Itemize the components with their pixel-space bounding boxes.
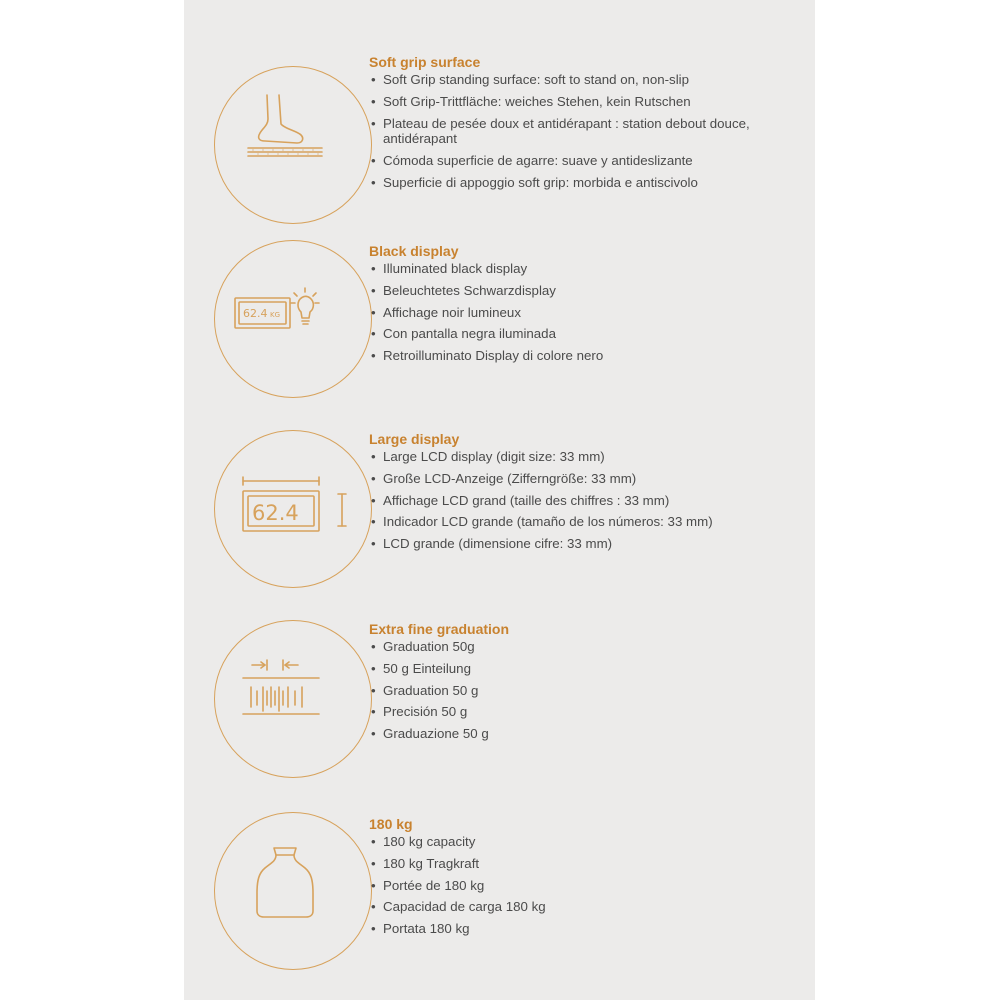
feature-title: Black display [369, 243, 459, 259]
feature-list-item: • Cómoda superficie de agarre: suave y antideslizante [369, 153, 809, 169]
feature-icon-circle [214, 620, 372, 778]
feature-list-item: • Graduation 50g [369, 639, 809, 655]
feature-list-item: • Retroilluminato Display di colore nero [369, 348, 809, 364]
feature-list-item: • Graduazione 50 g [369, 726, 809, 742]
feature-list-item: • Graduation 50 g [369, 683, 809, 699]
illuminated-display-icon [215, 241, 373, 399]
feature-title: 180 kg [369, 816, 413, 832]
feature-icon-circle [214, 430, 372, 588]
feature-list-item: • LCD grande (dimensione cifre: 33 mm) [369, 536, 809, 552]
display-unit: KG [270, 311, 281, 319]
feature-list-item: • Affichage LCD grand (taille des chiffres : 33 mm) [369, 493, 809, 509]
feature-icon-circle [214, 240, 372, 398]
feature-list-item: • Con pantalla negra iluminada [369, 326, 809, 342]
feature-icon-circle [214, 66, 372, 224]
feature-list-item: • Soft Grip-Trittfläche: weiches Stehen, kein Rutschen [369, 94, 809, 110]
feature-list-item: • Große LCD-Anzeige (Ziffe​rngröße: 33 mm) [369, 471, 809, 487]
feature-list-item: • 180 kg Tragkraft [369, 856, 809, 872]
large-display-icon [215, 431, 373, 589]
feature-list-item: • Indicador LCD grande (tamaño de los números: 33 mm) [369, 514, 809, 530]
foot-on-surface-icon [215, 67, 373, 225]
feature-text [369, 430, 809, 558]
feature-card [184, 0, 815, 1000]
feature-list [369, 72, 809, 190]
feature-text [369, 242, 809, 370]
feature-list-item: • Plateau de pesée doux et antidérapant : station debout douce, antidérapant [369, 116, 813, 147]
feature-text [369, 815, 809, 943]
feature-list-item: • Capacidad de carga 180 kg [369, 899, 809, 915]
feature-list [369, 261, 809, 364]
feature-icon-circle [214, 812, 372, 970]
feature-list-item: • Portée de 180 kg [369, 878, 809, 894]
feature-list-item: • Soft Grip standing surface: soft to stand on, non-slip [369, 72, 809, 88]
feature-list [369, 449, 809, 552]
feature-list-item: • 180 kg capacity [369, 834, 809, 850]
feature-list-item: • Superficie di appoggio soft grip: morbida e antiscivolo [369, 175, 809, 191]
feature-text [369, 620, 809, 748]
feature-list-item: • 50 g Einteilung [369, 661, 809, 677]
feature-title: Large display [369, 431, 460, 447]
feature-list [369, 639, 809, 742]
feature-list-item: • Illuminated black display [369, 261, 809, 277]
feature-list [369, 834, 809, 937]
feature-list-item: • Portata 180 kg [369, 921, 809, 937]
feature-title: Soft grip surface [369, 54, 481, 70]
feature-list-item: • Beleuchtetes Schwarzdisplay [369, 283, 809, 299]
weight-icon [215, 813, 373, 971]
fine-graduation-icon [215, 621, 373, 779]
display-readout: 62.4 [243, 307, 268, 320]
feature-title: Extra fine graduation [369, 621, 510, 637]
display-readout: 62.4 [252, 501, 299, 525]
feature-list-item: • Large LCD display (digit size: 33 mm) [369, 449, 809, 465]
feature-list-item: • Precisión 50 g [369, 704, 809, 720]
feature-text [369, 53, 809, 196]
feature-list-item: • Affichage noir lumineux [369, 305, 809, 321]
